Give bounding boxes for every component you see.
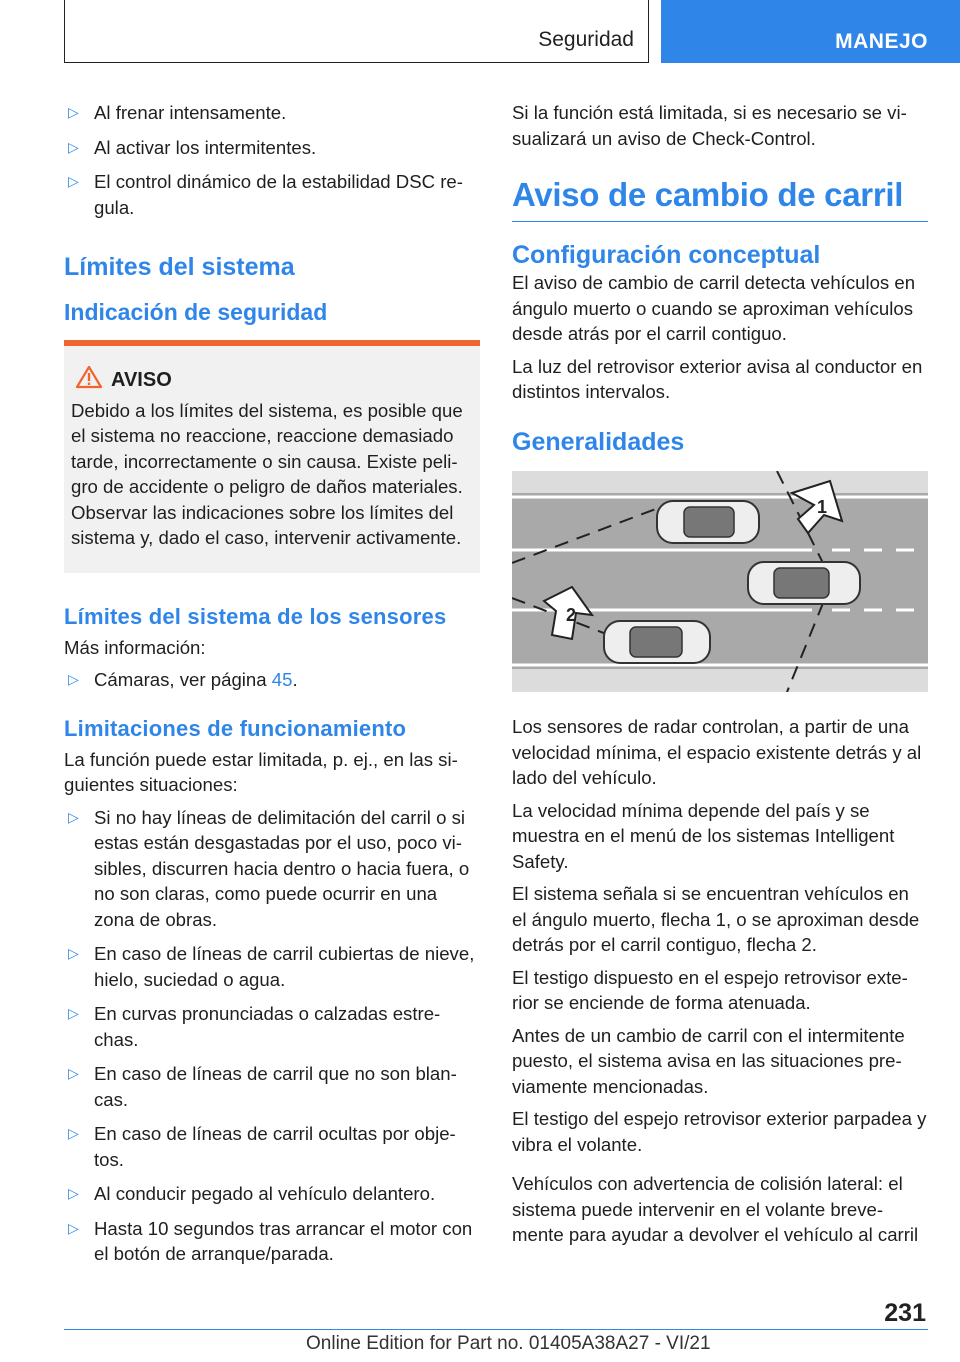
triangle-bullet-icon: ▷ — [68, 1125, 79, 1141]
lane-change-illustration — [512, 471, 928, 692]
triangle-bullet-icon: ▷ — [68, 104, 79, 120]
list-item: ▷ En caso de líneas de carril ocultas por obje‐ tos. — [68, 1123, 456, 1170]
list-item: ▷ En caso de líneas de carril cubiertas de nieve, hielo, suciedad o agua. — [68, 943, 475, 990]
list-item: ▷ El control dinámico de la estabilidad DSC re‐ gula. — [68, 171, 463, 218]
list-item: ▷ Cámaras, ver página 45. — [64, 667, 480, 693]
right-column — [512, 100, 928, 1255]
svg-text:1: 1 — [817, 496, 828, 517]
general-paragraph-1: Los sensores de radar controlan, a partir de una velocidad mínima, el espacio existente detrás y al lado del vehículo. — [512, 716, 922, 788]
heading-functional-limits: Limitaciones de funcionamiento — [64, 715, 407, 741]
header-chapter-title: MANEJO — [835, 30, 928, 53]
triangle-bullet-icon: ▷ — [68, 173, 79, 189]
check-control-note: Si la función está limitada, si es necesario se vi‐ sualizará un aviso de Check-Control. — [512, 102, 907, 149]
triangle-bullet-icon: ▷ — [68, 1065, 79, 1081]
car-icon — [657, 501, 759, 543]
heading-rule — [512, 221, 928, 222]
triangle-bullet-icon: ▷ — [68, 1219, 79, 1236]
list-item: ▷ Al frenar intensamente. — [64, 100, 480, 126]
functional-intro: La función puede estar limitada, p. ej., en las si‐ guientes situaciones: — [64, 748, 458, 795]
concept-paragraph-2: La luz del retrovisor exterior avisa al conductor en distintos intervalos. — [512, 355, 923, 402]
page-reference-link[interactable]: 45 — [271, 669, 293, 690]
warning-body: Debido a los límites del sistema, es posible que el sistema no reaccione, reaccione demasiado tarde, incorrectamente o sin causa. Existe peli‐ gro de accidente o peligro de daños materiales. Observar las indicaciones sobre los límites del sistema y, dado el caso, intervenir activamente. — [71, 399, 463, 548]
general-paragraph-2: La velocidad mínima depende del país y se muestra en el menú de los sistemas Intelligent Safety. — [512, 799, 895, 872]
triangle-bullet-icon: ▷ — [68, 1185, 79, 1201]
svg-text:2: 2 — [566, 604, 577, 625]
warning-title: AVISO — [71, 368, 473, 394]
functional-bullet-list — [64, 805, 480, 1267]
general-paragraph-7: Vehículos con advertencia de colisión lateral: el sistema puede intervenir en el volante breve‐ mente para ayudar a devolver el vehículo al carril — [512, 1173, 919, 1245]
car-icon — [748, 562, 860, 604]
header-section-box — [64, 0, 649, 63]
general-paragraph-5: Antes de un cambio de carril con el intermitente puesto, el sistema avisa en las situaciones pre‐ viamente mencionadas. — [512, 1024, 905, 1097]
warning-box — [64, 340, 480, 573]
footer-edition: Online Edition for Part no. 01405A38A27 - VI/21 — [306, 1333, 711, 1354]
heading-sensor-limits: Límites del sistema de los sensores — [64, 603, 447, 629]
intro-bullet-list — [64, 100, 480, 220]
general-paragraph-3: El sistema señala si se encuentran vehículos en el ángulo muerto, flecha 1, o se aproximan desde detrás por el carril contiguo, flecha 2. — [512, 883, 920, 955]
list-item: ▷ En curvas pronunciadas o calzadas estre‐ chas. — [68, 1003, 441, 1050]
heading-concept: Configuración conceptual — [512, 241, 821, 269]
triangle-bullet-icon: ▷ — [68, 671, 79, 687]
more-info-label: Más información: — [64, 636, 206, 658]
list-item: ▷ Si no hay líneas de delimitación del carril o si estas están desgastadas por el uso, poco vi‐ sibles, discurren hacia dentro o hacia fuera, o no son claras, como puede ocurrir en una zona de obras. — [68, 806, 470, 930]
list-item: ▷ En caso de líneas de carril que no son blan‐ cas. — [68, 1063, 457, 1110]
warning-triangle-icon — [75, 365, 103, 389]
triangle-bullet-icon: ▷ — [68, 808, 79, 825]
car-icon — [604, 621, 710, 663]
triangle-bullet-icon: ▷ — [68, 1005, 79, 1021]
left-column — [64, 100, 480, 1276]
general-paragraph-4: El testigo dispuesto en el espejo retrovisor exte‐ rior se enciende de forma atenuada. — [512, 966, 908, 1013]
header-section-title: Seguridad — [538, 28, 634, 51]
list-item: ▷ Hasta 10 segundos tras arrancar el motor con el botón de arranque/parada. — [68, 1217, 473, 1264]
triangle-bullet-icon: ▷ — [68, 945, 79, 961]
triangle-bullet-icon: ▷ — [68, 138, 79, 155]
footer-rule — [64, 1329, 928, 1330]
sensor-bullet-list — [64, 667, 480, 693]
heading-safety-note: Indicación de seguridad — [64, 299, 328, 325]
heading-lane-change-warning: Aviso de cambio de carril — [512, 176, 904, 213]
concept-paragraph-1: El aviso de cambio de carril detecta vehículos en ángulo muerto o cuando se aproximan vehículos desde atrás por el carril contiguo. — [512, 272, 916, 344]
heading-system-limits: Límites del sistema — [64, 253, 295, 281]
list-item: ▷ Al conducir pegado al vehículo delantero. — [64, 1181, 480, 1207]
header-chapter-tab — [661, 0, 960, 63]
general-paragraph-6: El testigo del espejo retrovisor exterior parpadea y vibra el volante. — [512, 1108, 927, 1155]
list-item: ▷ Al activar los intermitentes. — [64, 135, 480, 161]
page-number: 231 — [884, 1299, 926, 1327]
heading-general: Generalidades — [512, 427, 685, 456]
